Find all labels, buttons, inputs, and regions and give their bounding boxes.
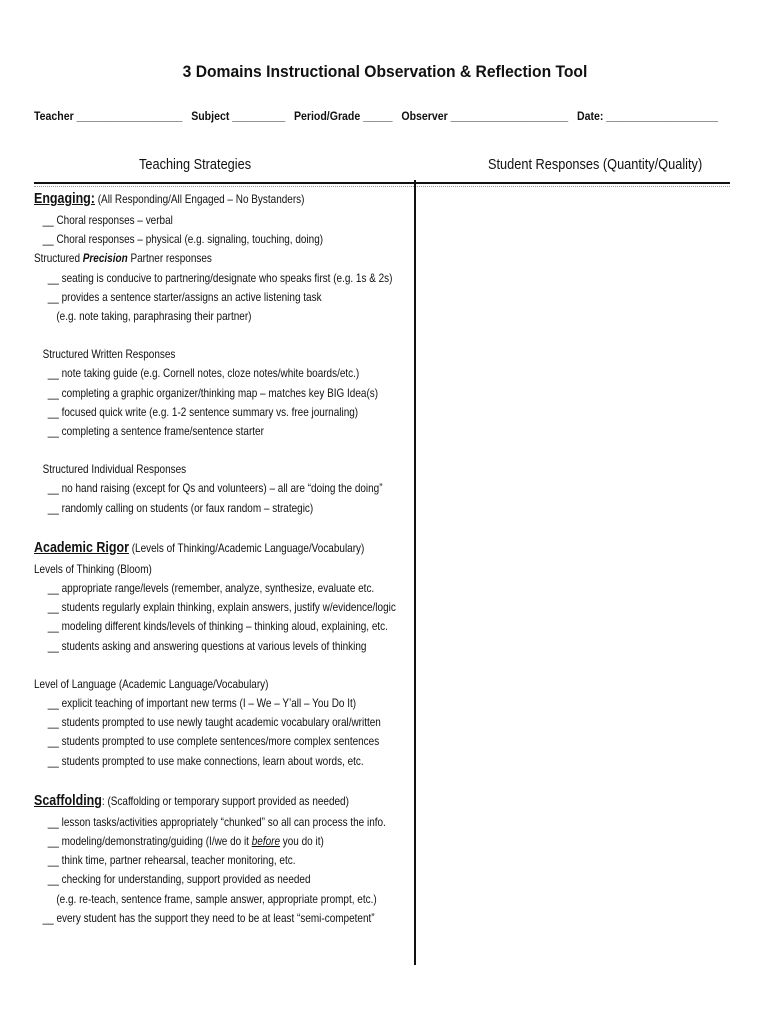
modeling-post: you do it) <box>280 835 324 849</box>
checklist-item[interactable]: __ focused quick write (e.g. 1-2 sentence summary vs. free journaling) <box>47 405 359 419</box>
page-title: 3 Domains Instructional Observation & Reflection Tool <box>182 62 588 81</box>
checklist-item[interactable]: __ seating is conducive to partnering/designate who speaks first (e.g. 1s & 2s) <box>47 271 393 285</box>
checklist-item[interactable]: __ randomly calling on students (or faux random – strategic) <box>47 501 314 515</box>
checklist-item[interactable]: __ students prompted to use make connections, learn about words, etc. <box>47 754 364 768</box>
checklist-item[interactable]: __ Choral responses – verbal <box>42 214 173 227</box>
checklist-item[interactable]: __ completing a sentence frame/sentence starter <box>47 425 264 439</box>
subject-field[interactable]: Subject _________ <box>191 109 286 123</box>
checklist-item[interactable]: __ students regularly explain thinking, explain answers, justify w/evidence/logic <box>47 601 396 615</box>
observer-field[interactable]: Observer ____________________ <box>401 109 569 123</box>
structured-post: Partner responses <box>127 252 212 266</box>
teaching-strategies-heading: Teaching Strategies <box>139 157 252 173</box>
date-field[interactable]: Date: ___________________ <box>576 109 718 123</box>
checklist-item[interactable]: __ note taking guide (e.g. Cornell notes, cloze notes/white boards/etc.) <box>47 367 360 381</box>
checklist-item[interactable] <box>34 832 395 851</box>
checklist-item[interactable]: __ checking for understanding, support provided as needed <box>47 873 311 887</box>
checklist-item[interactable]: __ lesson tasks/activities appropriately “chunked” so all can process the info. <box>47 815 386 829</box>
checklist-item[interactable]: __ appropriate range/levels (remember, analyze, synthesize, evaluate etc. <box>47 582 375 596</box>
checklist-item-example: (e.g. note taking, paraphrasing their partner) <box>56 310 252 324</box>
engaging-section-title <box>34 188 395 211</box>
subheading: Structured Written Responses <box>42 348 176 362</box>
checklist-item[interactable]: __ students prompted to use newly taught academic vocabulary oral/written <box>47 716 381 730</box>
checklist-item[interactable]: __ Choral responses – physical (e.g. signaling, touching, doing) <box>42 233 324 247</box>
scaffolding-section-title <box>34 790 395 813</box>
checklist-item[interactable]: __ no hand raising (except for Qs and volunteers) – all are “doing the doing” <box>47 482 383 496</box>
header-rule-dotted <box>34 186 730 187</box>
checklist-item[interactable]: __ completing a graphic organizer/thinking map – matches key BIG Idea(s) <box>47 386 379 400</box>
header-fields <box>34 109 718 123</box>
subheading: Level of Language (Academic Language/Vocabulary) <box>34 677 269 691</box>
scaffolding-title: Scaffolding <box>34 792 102 809</box>
checklist-item[interactable]: __ explicit teaching of important new terms (I – We – Y’all – You Do It) <box>47 697 357 711</box>
teacher-field[interactable]: Teacher __________________ <box>34 109 183 123</box>
structured-partner-heading <box>34 249 395 268</box>
checklist-item-example: (e.g. re-teach, sentence frame, sample answer, appropriate prompt, etc.) <box>56 892 377 906</box>
student-responses-heading: Student Responses (Quantity/Quality) <box>488 157 703 173</box>
rigor-subtitle: (Levels of Thinking/Academic Language/Vocabulary) <box>128 541 365 555</box>
precision-emphasis: Precision <box>82 252 128 266</box>
checklist-item[interactable]: __ students asking and answering questions at various levels of thinking <box>47 639 367 653</box>
structured-pre: Structured <box>34 252 83 266</box>
engaging-title: Engaging: <box>34 191 95 207</box>
teaching-strategies-column <box>34 188 395 928</box>
checklist-item[interactable]: __ modeling different kinds/levels of thinking – thinking aloud, explaining, etc. <box>47 620 388 634</box>
checklist-item[interactable]: __ students prompted to use complete sentences/more complex sentences <box>47 735 380 749</box>
header-rule <box>34 182 730 184</box>
scaffolding-subtitle: : (Scaffolding or temporary support provided as needed) <box>101 794 349 808</box>
rigor-title: Academic Rigor <box>34 539 129 556</box>
period-grade-field[interactable]: Period/Grade _____ <box>293 109 393 123</box>
column-divider <box>414 180 416 965</box>
subheading: Structured Individual Responses <box>42 463 187 477</box>
checklist-item[interactable]: __ think time, partner rehearsal, teacher monitoring, etc. <box>47 854 296 868</box>
rigor-section-title <box>34 537 395 560</box>
subheading: Levels of Thinking (Bloom) <box>34 562 152 576</box>
engaging-subtitle: (All Responding/All Engaged – No Bystanders) <box>94 193 305 206</box>
checklist-item[interactable]: __ every student has the support they need to be at least “semi-competent” <box>42 911 375 925</box>
modeling-pre: __ modeling/demonstrating/guiding (I/we do it <box>47 835 252 849</box>
before-emphasis: before <box>251 835 281 849</box>
checklist-item[interactable]: __ provides a sentence starter/assigns an active listening task <box>47 290 322 304</box>
